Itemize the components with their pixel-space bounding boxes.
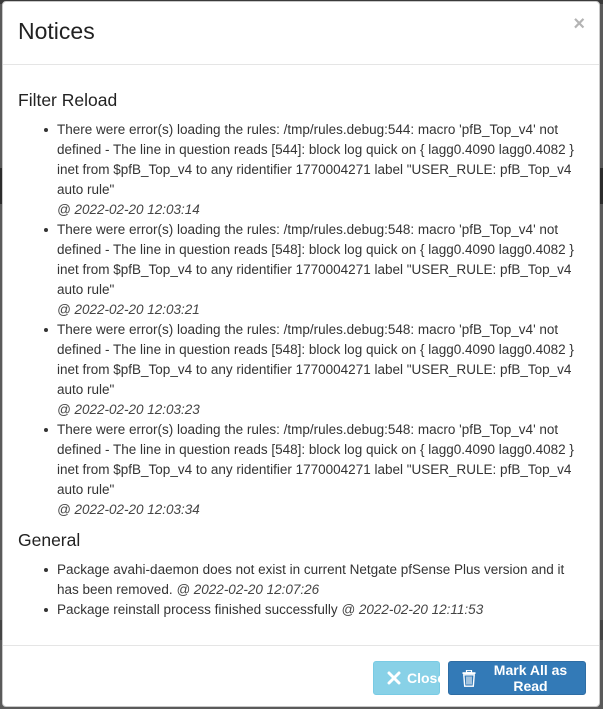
modal-body xyxy=(3,66,600,644)
notice-timestamp: @ 2022-02-20 12:03:34 xyxy=(57,502,200,517)
notice-timestamp: @ 2022-02-20 12:07:26 xyxy=(176,582,320,597)
close-button[interactable] xyxy=(373,661,446,695)
notice-item xyxy=(57,420,588,520)
notice-list-filter-reload xyxy=(18,120,588,520)
close-icon[interactable]: × xyxy=(573,13,585,35)
notice-item xyxy=(57,560,588,600)
notice-text: There were error(s) loading the rules: /tmp/rules.debug:548: macro 'pfB_Top_v4' not defined - The line in question reads [548]: block log quick on { lagg0.4090 lagg0.4082 } inet from $pfB_Top_v4 to any ridentifier 1770004271 label "USER_RULE: pfB_Top_v4 auto rule" xyxy=(57,222,574,297)
notice-timestamp: @ 2022-02-20 12:03:21 xyxy=(57,302,200,317)
trash-icon xyxy=(462,670,476,687)
close-button-label: Close xyxy=(407,670,446,686)
modal-title: Notices xyxy=(18,18,95,44)
notice-list-general xyxy=(18,560,588,620)
notice-text: Package avahi-daemon does not exist in current Netgate pfSense Plus version and it has been removed. xyxy=(57,562,565,597)
mark-all-read-button[interactable] xyxy=(448,661,586,695)
notice-item xyxy=(57,220,588,320)
close-icon xyxy=(387,671,401,685)
modal-footer xyxy=(3,645,600,707)
section-title-general: General xyxy=(18,530,81,550)
notice-item xyxy=(57,600,588,620)
notice-text: There were error(s) loading the rules: /tmp/rules.debug:548: macro 'pfB_Top_v4' not defined - The line in question reads [548]: block log quick on { lagg0.4090 lagg0.4082 } inet from $pfB_Top_v4 to any ridentifier 1770004271 label "USER_RULE: pfB_Top_v4 auto rule" xyxy=(57,422,574,497)
section-title-filter-reload: Filter Reload xyxy=(18,90,118,110)
notice-item xyxy=(57,320,588,420)
notice-text: Package reinstall process finished successfully xyxy=(57,602,342,617)
notice-timestamp: @ 2022-02-20 12:11:53 xyxy=(341,602,484,617)
notice-timestamp: @ 2022-02-20 12:03:14 xyxy=(57,202,200,217)
mark-all-read-label: Mark All as Read xyxy=(493,662,568,694)
notices-modal xyxy=(2,1,600,707)
notice-item xyxy=(57,120,588,220)
modal-header xyxy=(3,2,599,65)
notice-timestamp: @ 2022-02-20 12:03:23 xyxy=(57,402,200,417)
notice-text: There were error(s) loading the rules: /tmp/rules.debug:544: macro 'pfB_Top_v4' not defined - The line in question reads [544]: block log quick on { lagg0.4090 lagg0.4082 } inet from $pfB_Top_v4 to any ridentifier 1770004271 label "USER_RULE: pfB_Top_v4 auto rule" xyxy=(57,122,574,197)
notice-text: There were error(s) loading the rules: /tmp/rules.debug:548: macro 'pfB_Top_v4' not defined - The line in question reads [548]: block log quick on { lagg0.4090 lagg0.4082 } inet from $pfB_Top_v4 to any ridentifier 1770004271 label "USER_RULE: pfB_Top_v4 auto rule" xyxy=(57,322,574,397)
